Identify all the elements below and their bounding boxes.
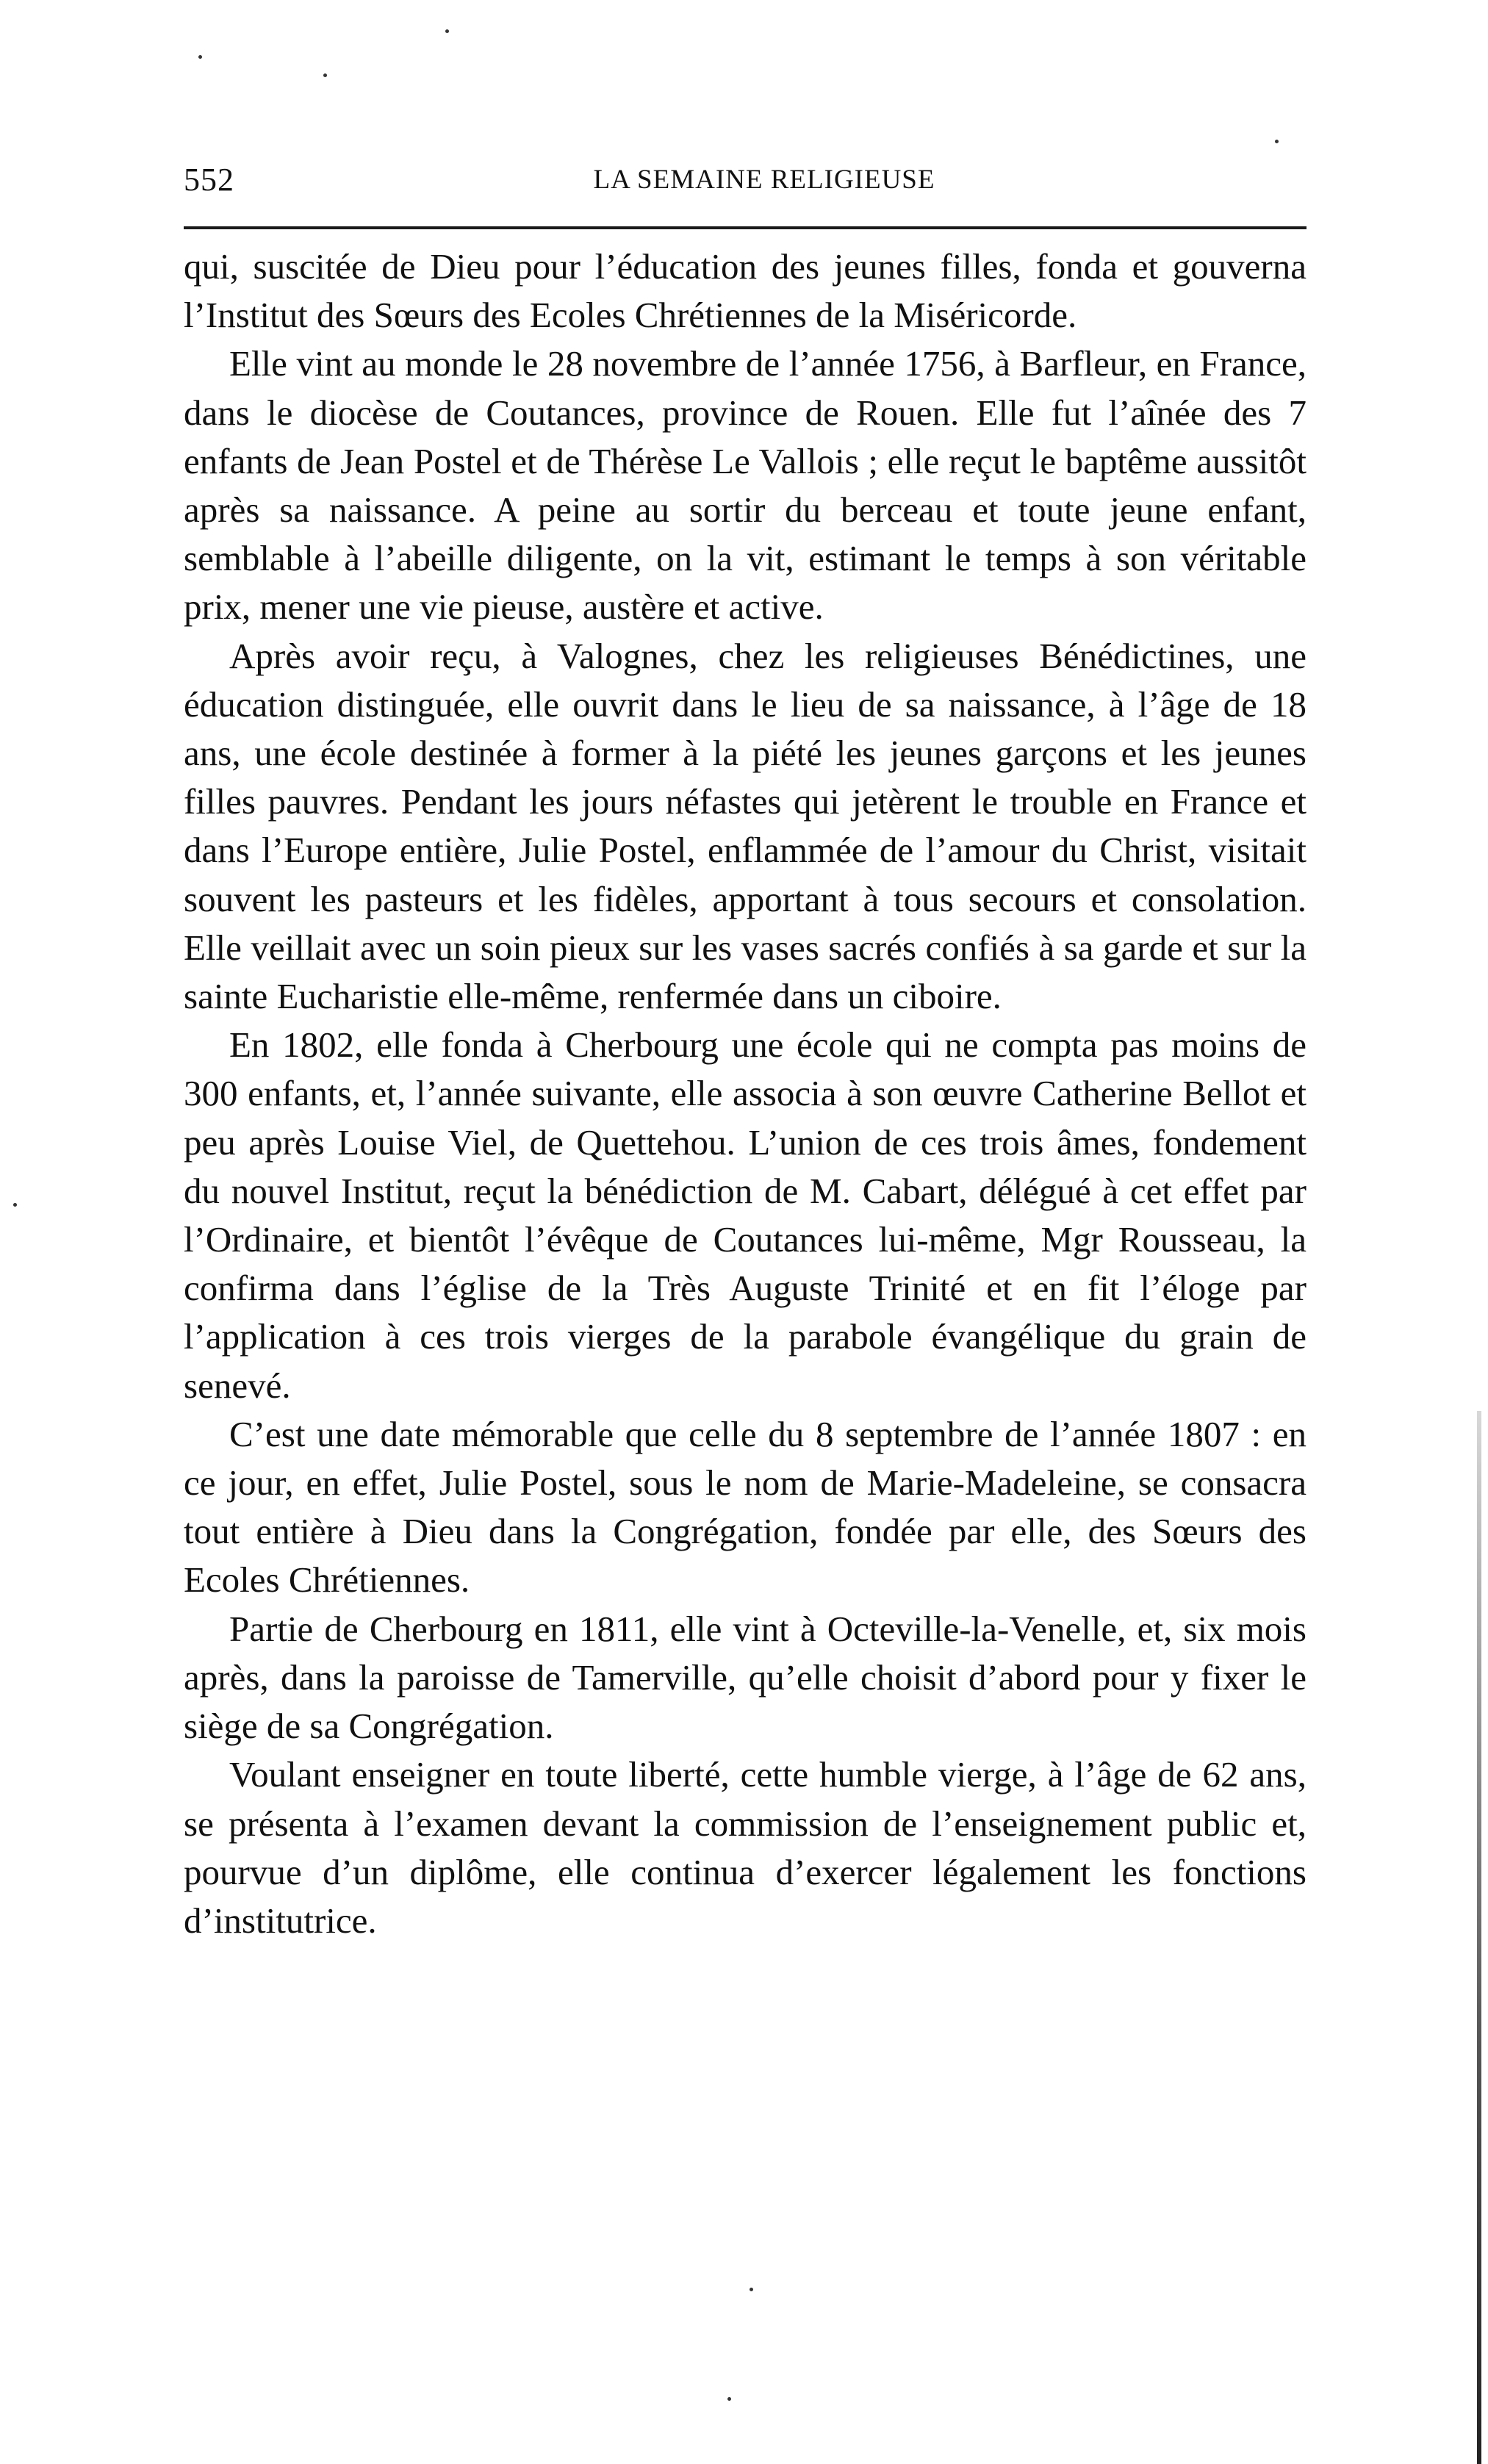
header-rule — [184, 226, 1307, 229]
paragraph-2: Elle vint au monde le 28 novembre de l’année 1756, à Barfleur, en France, dans le diocèse de Coutances, province de Rouen. Elle fut l’aînée des 7 enfants de Jean Postel et de Thérèse Le Vallois ; elle reçut le baptême aussitôt après sa naissance. A peine au sortir du berceau et toute jeune enfant, semblable à l’abeille diligente, on la vit, estimant le temps à son véritable prix, mener une vie pieuse, austère et active. — [184, 343, 1307, 628]
paragraph-6: Partie de Cherbourg en 1811, elle vint à Octeville-la-Venelle, et, six mois après, dans la paroisse de Tamerville, qu’elle choisit d’abord pour y fixer le siège de sa Congrégation. — [184, 1608, 1307, 1747]
scan-speck — [1275, 140, 1279, 143]
scan-speck — [323, 73, 327, 77]
scan-speck — [727, 2397, 731, 2401]
scan-speck — [198, 55, 202, 59]
paragraph-5: C’est une date mémorable que celle du 8 septembre de l’année 1807 : en ce jour, en effet, Julie Postel, sous le nom de Marie-Madeleine, se consacra tout entière à Dieu dans la Congrégation, fondée par elle, des Sœurs des Ecoles Chrétiennes. — [184, 1413, 1307, 1601]
scan-speck — [445, 29, 449, 33]
paragraph-1: qui, suscitée de Dieu pour l’éducation des jeunes filles, fonda et gouverna l’Institut des Sœurs des Ecoles Chrétiennes de la Miséricorde. — [184, 246, 1307, 336]
page-number: 552 — [184, 162, 234, 198]
paragraph-3: Après avoir reçu, à Valognes, chez les religieuses Bénédictines, une éducation distinguée, elle ouvrit dans le lieu de sa naissance, à l’âge de 18 ans, une école destinée à former à la piété les jeunes garçons et les jeunes filles pauvres. Pendant les jours néfastes qui jetèrent le trouble en France et dans l’Europe entière, Julie Postel, enflammée de l’amour du Christ, visitait souvent les pasteurs et les fidèles, apportant à tous secours et consolation. Elle veillait avec un soin pieux sur les vases sacrés confiés à sa garde et sur la sainte Eucharistie elle-même, renfermée dans un ciboire. — [184, 635, 1307, 1017]
page-header — [184, 158, 1307, 202]
scan-speck — [750, 2288, 753, 2291]
body-text — [184, 243, 1307, 1945]
running-title: LA SEMAINE RELIGIEUSE — [593, 165, 935, 195]
paragraph-4: En 1802, elle fonda à Cherbourg une école qui ne compta pas moins de 300 enfants, et, l’année suivante, elle associa à son œuvre Catherine Bellot et peu après Louise Viel, de Quettehou. L’union de ces trois âmes, fondement du nouvel Institut, reçut la bénédiction de M. Cabart, délégué à cet effet par l’Ordinaire, et bientôt l’évêque de Coutances lui-même, Mgr Rousseau, la confirma dans l’église de la Très Auguste Trinité et en fit l’éloge par l’application à ces trois vierges de la parabole évangélique du grain de senevé. — [184, 1024, 1307, 1406]
scan-margin-edge — [1477, 1411, 1481, 2464]
paragraph-7: Voulant enseigner en toute liberté, cette humble vierge, à l’âge de 62 ans, se présenta à l’examen devant la commission de l’enseignement public et, pourvue d’un diplôme, elle continua d’exercer légalement les fonctions d’institutrice. — [184, 1754, 1307, 1941]
scan-speck — [13, 1203, 17, 1207]
